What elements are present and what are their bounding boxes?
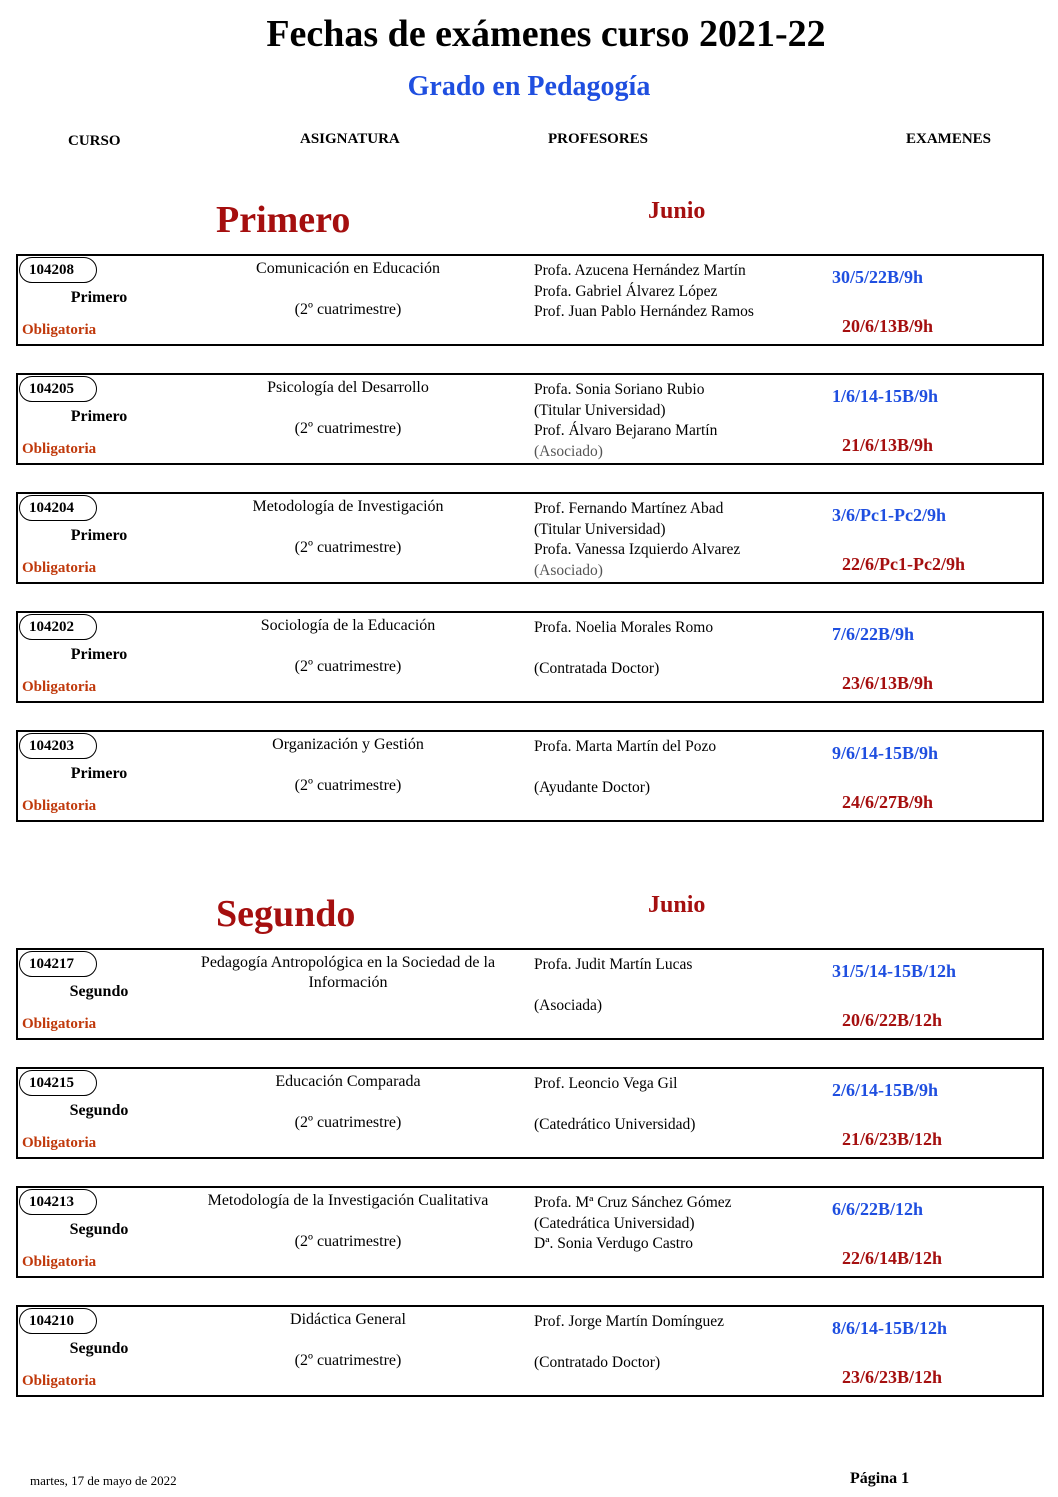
professor-line: Prof. Álvaro Bejarano Martín: [534, 422, 718, 439]
exam-date-second: 23/6/13B/9h: [842, 673, 934, 693]
subject-type: Obligatoria: [22, 1254, 97, 1270]
exam-date-first: 6/6/22B/12h: [832, 1199, 924, 1219]
semester-label: (2º cuatrimestre): [294, 539, 402, 556]
professor-line: Prof. Fernando Martínez Abad: [534, 500, 724, 517]
course-year: Primero: [70, 646, 128, 663]
exam-date-first: 7/6/22B/9h: [832, 624, 915, 644]
exam-date-first: 31/5/14-15B/12h: [832, 961, 957, 981]
professor-line: [534, 1095, 695, 1116]
exam-row: [16, 254, 1044, 346]
professor-line: [534, 639, 713, 660]
professor-line: Profa. Gabriel Álvarez López: [534, 282, 718, 300]
subject-type: Obligatoria: [22, 1016, 97, 1032]
exam-row: [16, 1067, 1044, 1159]
professor-line: (Asociada): [534, 997, 602, 1014]
professor-line: (Asociado): [534, 561, 603, 579]
subject-type: Obligatoria: [22, 1373, 97, 1389]
professor-line: (Titular Universidad): [534, 401, 666, 419]
semester-label: (2º cuatrimestre): [294, 1233, 402, 1250]
professors-list: [534, 955, 692, 1017]
exam-row: [16, 948, 1044, 1040]
professor-line: [534, 1333, 724, 1354]
professors-list: [534, 499, 740, 581]
footer-date: martes, 17 de mayo de 2022: [30, 1473, 177, 1488]
exam-date-second: 21/6/23B/12h: [842, 1129, 943, 1149]
subject-name: Sociología de la Educación: [260, 617, 436, 634]
page-subtitle: Grado en Pedagogía: [407, 71, 651, 102]
page-title: Fechas de exámenes curso 2021-22: [266, 13, 826, 55]
section-month: Junio: [648, 892, 706, 918]
course-year: Primero: [70, 765, 128, 782]
section-month: Junio: [648, 198, 706, 224]
exam-date-second: 24/6/27B/9h: [842, 792, 934, 812]
semester-label: (2º cuatrimestre): [294, 777, 402, 794]
professors-list: [534, 1312, 724, 1374]
section-title: Primero: [216, 199, 351, 241]
professor-line: Prof. Leoncio Vega Gil: [534, 1075, 678, 1092]
subject-name: Psicología del Desarrollo: [267, 379, 429, 396]
professors-list: [534, 1193, 732, 1255]
course-year: Primero: [70, 289, 128, 306]
exam-row: [16, 611, 1044, 703]
subject-code-badge: 104208: [19, 257, 97, 283]
semester-label: (2º cuatrimestre): [294, 1114, 402, 1131]
professor-line: Prof. Juan Pablo Hernández Ramos: [534, 303, 754, 320]
semester-label: (2º cuatrimestre): [294, 658, 402, 675]
column-header-profesores: PROFESORES: [548, 131, 649, 147]
subject-name: Organización y Gestión: [272, 736, 424, 753]
exam-date-first: 1/6/14-15B/9h: [832, 386, 939, 406]
professor-line: [534, 976, 692, 997]
subject-type: Obligatoria: [22, 798, 97, 814]
professors-list: [534, 380, 717, 462]
professor-line: Dª. Sonia Verdugo Castro: [534, 1235, 693, 1252]
course-year: Segundo: [69, 983, 129, 1000]
professors-list: [534, 261, 754, 323]
course-year: Segundo: [69, 1102, 129, 1119]
subject-name: Didáctica General: [290, 1311, 406, 1328]
exam-date-first: 2/6/14-15B/9h: [832, 1080, 939, 1100]
exam-date-second: 23/6/23B/12h: [842, 1367, 943, 1387]
subject-name: Metodología de la Investigación Cualitativa: [207, 1192, 489, 1209]
subject-name: Metodología de Investigación: [252, 498, 444, 515]
column-header-curso: CURSO: [68, 133, 121, 149]
exam-date-first: 3/6/Pc1-Pc2/9h: [832, 505, 946, 525]
exam-date-second: 22/6/Pc1-Pc2/9h: [842, 554, 965, 574]
professor-line: Profa. Marta Martín del Pozo: [534, 738, 717, 755]
subject-code-badge: 104215: [19, 1070, 97, 1096]
exam-date-first: 30/5/22B/9h: [832, 267, 924, 287]
professor-line: Prof. Jorge Martín Domínguez: [534, 1313, 724, 1330]
footer-page-number: Página 1: [850, 1470, 910, 1487]
course-year: Primero: [70, 527, 128, 544]
exam-date-second: 21/6/13B/9h: [842, 435, 934, 455]
professor-line: [534, 758, 716, 779]
course-year: Segundo: [69, 1221, 129, 1238]
professor-line: (Contratada Doctor): [534, 660, 660, 677]
exam-row: [16, 1186, 1044, 1278]
subject-type: Obligatoria: [22, 441, 97, 457]
subject-type: Obligatoria: [22, 1135, 97, 1151]
exam-date-second: 20/6/22B/12h: [842, 1010, 943, 1030]
professor-line: Profa. Sonia Soriano Rubio: [534, 381, 705, 398]
section-title: Segundo: [216, 893, 356, 935]
exam-date-first: 9/6/14-15B/9h: [832, 743, 939, 763]
professor-line: Profa. Noelia Morales Romo: [534, 619, 714, 636]
professor-line: Profa. Azucena Hernández Martín: [534, 262, 746, 279]
professor-line: (Catedrática Universidad): [534, 1214, 695, 1232]
subject-type: Obligatoria: [22, 679, 97, 695]
exam-date-second: 20/6/13B/9h: [842, 316, 934, 336]
professor-line: Profa. Judit Martín Lucas: [534, 956, 693, 973]
professor-line: Profa. Vanessa Izquierdo Alvarez: [534, 541, 741, 558]
subject-name: Pedagogía Antropológica en la Sociedad de la Información: [200, 954, 496, 991]
exam-row: [16, 492, 1044, 584]
semester-label: (2º cuatrimestre): [294, 420, 402, 437]
semester-label: (2º cuatrimestre): [294, 301, 402, 318]
exam-date-second: 22/6/14B/12h: [842, 1248, 943, 1268]
subject-name: Comunicación en Educación: [256, 260, 440, 277]
subject-type: Obligatoria: [22, 322, 97, 338]
subject-code-badge: 104213: [19, 1189, 97, 1215]
subject-type: Obligatoria: [22, 560, 97, 576]
exam-row: [16, 1305, 1044, 1397]
subject-code-badge: 104210: [19, 1308, 97, 1334]
exam-row: [16, 373, 1044, 465]
professor-line: (Titular Universidad): [534, 520, 666, 538]
column-header-asignatura: ASIGNATURA: [300, 131, 400, 147]
subject-code-badge: 104205: [19, 376, 97, 402]
subject-code-badge: 104202: [19, 614, 97, 640]
course-year: Segundo: [69, 1340, 129, 1357]
semester-label: (2º cuatrimestre): [294, 1352, 402, 1369]
professor-line: (Ayudante Doctor): [534, 779, 651, 796]
professor-line: (Contratado Doctor): [534, 1354, 661, 1371]
professor-line: (Catedrático Universidad): [534, 1116, 696, 1133]
professors-list: [534, 737, 716, 799]
subject-name: Educación Comparada: [275, 1073, 421, 1090]
course-year: Primero: [70, 408, 128, 425]
subject-code-badge: 104217: [19, 951, 97, 977]
subject-code-badge: 104204: [19, 495, 97, 521]
exam-date-first: 8/6/14-15B/12h: [832, 1318, 948, 1338]
professor-line: (Asociado): [534, 442, 603, 460]
professors-list: [534, 1074, 695, 1136]
subject-code-badge: 104203: [19, 733, 97, 759]
professor-line: Profa. Mª Cruz Sánchez Gómez: [534, 1194, 732, 1211]
column-header-examenes: EXAMENES: [906, 131, 992, 147]
professors-list: [534, 618, 713, 680]
exam-row: [16, 730, 1044, 822]
